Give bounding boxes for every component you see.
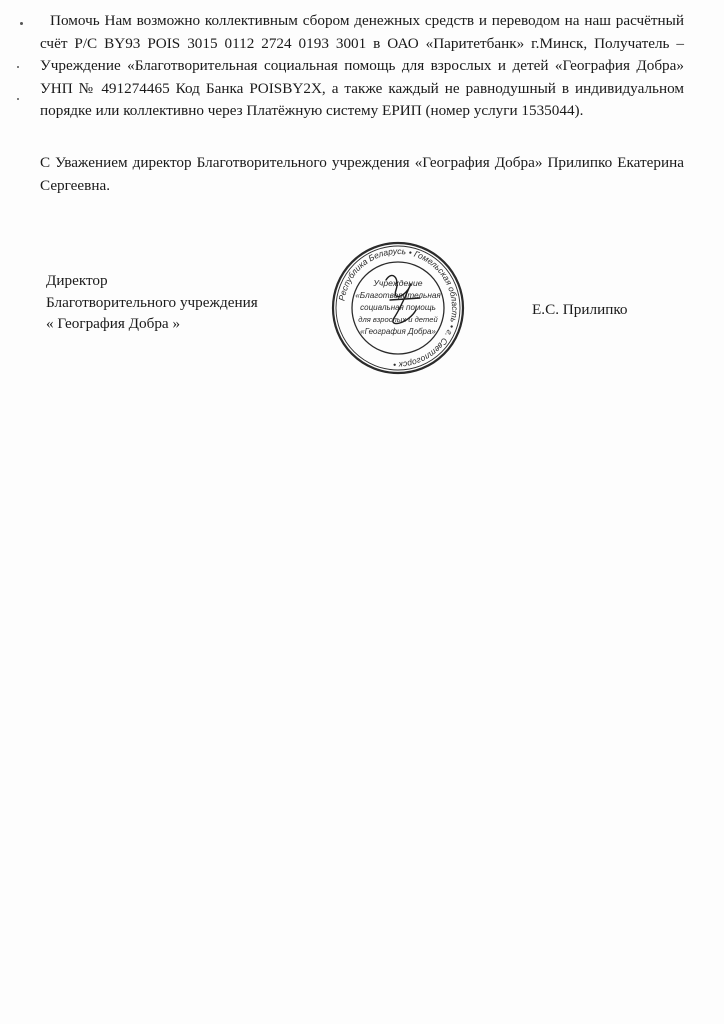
stamp-line: Учреждение — [373, 278, 423, 288]
stamp-line: «Благотворительная — [355, 291, 441, 300]
scan-speck — [20, 22, 23, 25]
signatory-position-block — [46, 270, 258, 335]
signatory-organization-line: Благотворительного учреждения — [46, 293, 258, 311]
regards-paragraph: С Уважением директор Благотворительного учреждения «География Добра» Прилипко Екатерина Сергеевна. — [40, 154, 684, 194]
official-round-stamp — [330, 240, 466, 376]
stamp-line: социальная помощь — [360, 303, 436, 312]
stamp-line: «География Добра» — [360, 327, 436, 336]
payment-details-paragraph: Помочь Нам возможно коллективным сбором денежных средств и переводом на наш расчётный счёт Р/С BY93 POIS 3015 0112 2724 0193 3001 в ОАО «Паритетбанк» г.Минск, Получатель – Учреждение «Благотворительная социальная помощь для взрослых и детей «География Добра» УНП № 491274465 Код Банка POISBY2X, а также каждый не равнодушный в индивидуальном порядке или коллективно через Платёжную систему ЕРИП (номер услуги 1535044). — [40, 12, 684, 120]
scan-speck — [17, 98, 19, 100]
stamp-graphic — [330, 240, 466, 376]
scan-speck — [17, 66, 19, 68]
stamp-line: для взрослых и детей — [358, 315, 438, 324]
signer-name: Е.С. Прилипко — [532, 301, 628, 318]
signatory-title: Директор — [46, 272, 108, 289]
signatory-organization-name: « География Добра » — [46, 315, 181, 332]
stamp-ring-text: Республика Беларусь • Гомельская область • г. Светлогорск • — [336, 245, 461, 371]
